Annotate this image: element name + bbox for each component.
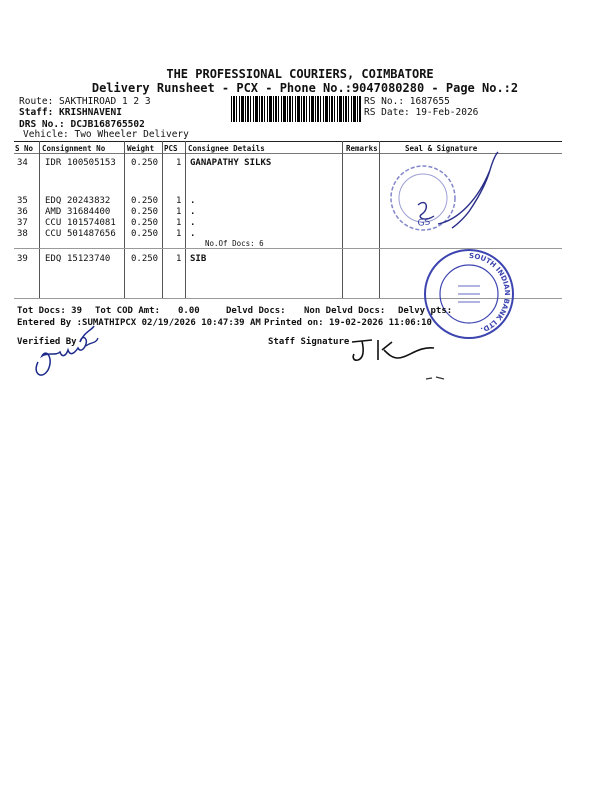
drs-number: DRS No.: DCJB168765502 <box>19 119 145 130</box>
row-pcs: 1 <box>176 229 182 239</box>
col-divider <box>342 141 343 298</box>
svg-text:SOUTH INDIAN BANK LTD.: SOUTH INDIAN BANK LTD. <box>468 251 512 334</box>
printed-on: Printed on: 19-02-2026 11:06:10 <box>264 318 432 328</box>
col-header-pcs: PCS <box>164 144 178 153</box>
row-prefix: CCU <box>45 218 62 228</box>
rs-date: RS Date: 19-Feb-2026 <box>364 107 479 118</box>
row-consignee: GANAPATHY SILKS <box>190 158 272 168</box>
row-consignee: . <box>190 218 196 228</box>
row-consignee: . <box>190 229 196 239</box>
total-cod-value: 0.00 <box>178 306 200 316</box>
row-sno: 35 <box>17 196 28 206</box>
row-prefix: AMD <box>45 207 62 217</box>
row-pcs: 1 <box>176 254 182 264</box>
staff-signature <box>348 336 438 366</box>
row-pcs: 1 <box>176 158 182 168</box>
col-divider <box>162 141 163 298</box>
row-consignment: 15123740 <box>67 254 111 264</box>
row-consignment: 100505153 <box>67 158 116 168</box>
row-consignment: 20243832 <box>67 196 111 206</box>
row-consignment: 501487656 <box>67 229 116 239</box>
non-delivered-docs: Non Delvd Docs: <box>304 306 386 316</box>
col-header-remarks: Remarks <box>346 144 378 153</box>
row-pcs: 1 <box>176 218 182 228</box>
vehicle-label: Vehicle: Two Wheeler Delivery <box>23 129 189 140</box>
staff-label: Staff: KRISHNAVENI <box>19 107 122 118</box>
col-header-weight: Weight <box>127 144 155 153</box>
row-prefix: EDQ <box>45 254 62 264</box>
row-weight: 0.250 <box>131 229 159 239</box>
row-sno: 38 <box>17 229 28 239</box>
row-pcs: 1 <box>176 207 182 217</box>
col-header-consignee: Consignee Details <box>188 144 265 153</box>
row-weight: 0.250 <box>131 196 159 206</box>
runsheet-subtitle: Delivery Runsheet - PCX - Phone No.:9047080280 - Page No.:2 <box>91 81 519 95</box>
entered-by: Entered By :SUMATHIPCX 02/19/2026 10:47:39 AM <box>17 318 261 328</box>
row-sno: 34 <box>17 158 28 168</box>
row-consignee: . <box>190 207 196 217</box>
verifier-signature <box>26 322 116 382</box>
row-consignment: 101574081 <box>67 218 116 228</box>
table-top-rule <box>14 141 562 142</box>
col-header-sno: S No <box>15 144 34 153</box>
verified-by-label: Verified By <box>17 337 77 347</box>
row-pcs: 1 <box>176 196 182 206</box>
total-docs: Tot Docs: 39 <box>17 306 83 316</box>
rs-number: RS No.: 1687655 <box>364 96 450 107</box>
row-weight: 0.250 <box>131 254 159 264</box>
barcode <box>231 96 361 122</box>
row-prefix: CCU <box>45 229 62 239</box>
col-divider <box>185 141 186 298</box>
company-title: THE PROFESSIONAL COURIERS, COIMBATORE <box>166 67 434 81</box>
row-consignee: SIB <box>190 254 207 264</box>
row-sno: 36 <box>17 207 28 217</box>
bank-seal-icon <box>418 246 520 342</box>
delivered-docs: Delvd Docs: <box>226 306 286 316</box>
row-sno: 37 <box>17 218 28 228</box>
row-weight: 0.250 <box>131 207 159 217</box>
row-weight: 0.250 <box>131 158 159 168</box>
row-prefix: IDR <box>45 158 62 168</box>
delivery-points: Delvy pts: <box>398 306 453 316</box>
col-header-seal: Seal & Signature <box>405 144 478 153</box>
col-divider <box>124 141 125 298</box>
row-consignee: . <box>190 196 196 206</box>
row-prefix: EDQ <box>45 196 62 206</box>
staff-signature-label: Staff Signature <box>268 337 350 347</box>
row-consignment: 31684400 <box>67 207 111 217</box>
group-doc-count: No.Of Docs: 6 <box>205 239 264 248</box>
svg-text:GS: GS <box>417 217 431 229</box>
ink-mark <box>424 373 448 383</box>
col-divider <box>39 141 40 298</box>
seal-signature-stamp <box>378 150 528 250</box>
col-header-consignment: Consignment No <box>42 144 106 153</box>
row-weight: 0.250 <box>131 218 159 228</box>
total-cod-label: Tot COD Amt: <box>95 306 161 316</box>
route-label: Route: SAKTHIROAD 1 2 3 <box>19 96 151 107</box>
row-sno: 39 <box>17 254 28 264</box>
